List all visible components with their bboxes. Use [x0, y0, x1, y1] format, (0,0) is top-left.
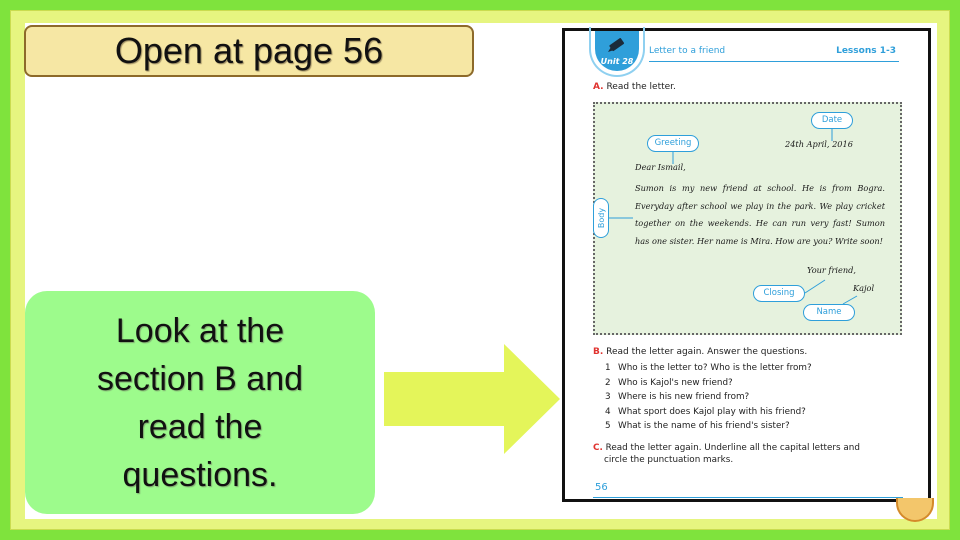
- list-item: [605, 419, 812, 434]
- book-header-lesson: Lessons 1-3: [836, 46, 896, 56]
- unit-label: Unit 28: [600, 57, 634, 66]
- section-a-letter: A.: [593, 82, 604, 92]
- letter-closing: Your friend,: [807, 265, 856, 275]
- letter-body: Sumon is my new friend at school. He is from Bogra. Everyday after school we play in the park. We play cricket together on the weekends. He can run very fast! Sumon has one sister. Her name is Mira. How are you? Write soon!: [635, 183, 885, 246]
- question-text: What is the name of his friend's sister?: [618, 421, 790, 432]
- list-item: [605, 390, 812, 405]
- question-list: [605, 361, 812, 434]
- list-item: [605, 361, 812, 376]
- question-text: Who is the letter to? Who is the letter from?: [618, 363, 812, 373]
- section-c-line2: circle the punctuation marks.: [604, 455, 734, 465]
- section-a-text: Read the letter.: [606, 82, 676, 92]
- question-number: 5: [605, 421, 611, 432]
- closing-callout: Closing: [753, 285, 805, 302]
- pencil-icon: [605, 33, 629, 57]
- letter-date: 24th April, 2016: [785, 139, 853, 149]
- letter-signature: Kajol: [853, 283, 875, 293]
- section-c-line1: Read the letter again. Underline all the capital letters and: [605, 443, 860, 453]
- section-b-text: Read the letter again. Answer the questions.: [606, 347, 808, 357]
- unit-badge: [595, 31, 639, 71]
- instruction-callout: Look at the section B and read the questions.: [25, 291, 375, 514]
- header-divider: [649, 61, 899, 62]
- question-number: 4: [605, 406, 611, 417]
- textbook-page: [562, 28, 931, 502]
- question-number: 2: [605, 377, 611, 388]
- letter-greeting: Dear Ismail,: [635, 162, 686, 172]
- section-b-heading: [593, 347, 807, 357]
- question-text: Where is his new friend from?: [618, 392, 750, 403]
- list-item: [605, 376, 812, 391]
- question-text: What sport does Kajol play with his friend?: [618, 406, 806, 417]
- list-item: [605, 405, 812, 420]
- question-text: Who is Kajol's new friend?: [618, 377, 733, 388]
- question-number: 3: [605, 392, 611, 403]
- letter-box: [593, 102, 902, 335]
- greeting-callout: Greeting: [647, 135, 699, 152]
- section-c-heading: [593, 442, 893, 466]
- right-arrow-icon: [384, 344, 560, 454]
- section-b-letter: B.: [593, 347, 604, 357]
- page-number: 56: [595, 482, 608, 493]
- date-callout: Date: [811, 112, 853, 129]
- name-callout: Name: [803, 304, 855, 321]
- section-a-heading: [593, 82, 676, 92]
- body-callout: [593, 198, 609, 238]
- section-c-letter: C.: [593, 443, 603, 453]
- footer-divider: [593, 497, 903, 498]
- body-callout-label: Body: [597, 207, 606, 229]
- book-header-title: Letter to a friend: [649, 46, 726, 56]
- slide-title: Open at page 56: [24, 25, 474, 77]
- question-number: 1: [605, 363, 611, 373]
